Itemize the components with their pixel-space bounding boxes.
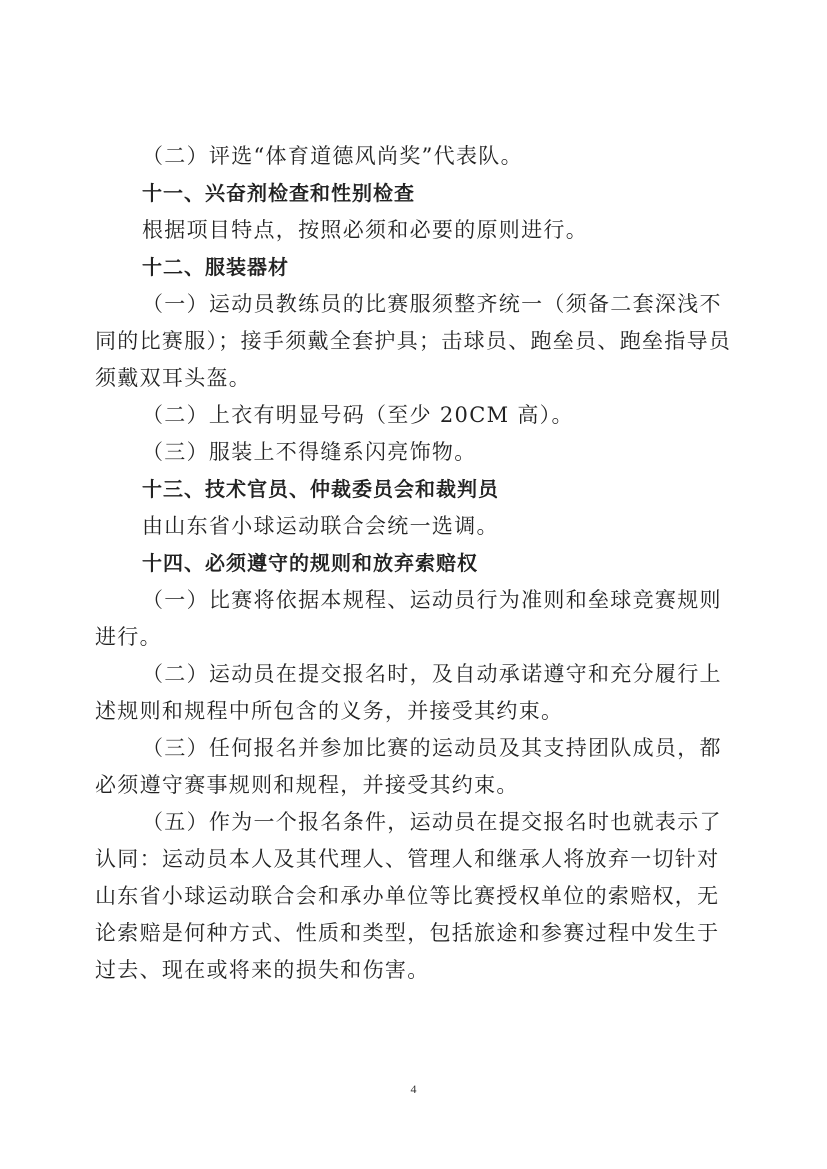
body-line: 山东省小球运动联合会和承办单位等比赛授权单位的索赔权，无 — [95, 884, 720, 908]
section-heading: 十二、服装器材 — [142, 255, 289, 279]
body-line: 由山东省小球运动联合会统一选调。 — [142, 514, 499, 538]
body-line: （三）任何报名并参加比赛的运动员及其支持团队成员，都 — [142, 736, 722, 760]
body-line: 论索赔是何种方式、性质和类型，包括旅途和参赛过程中发生于 — [95, 921, 720, 945]
section-heading: 十一、兴奋剂检查和性别检查 — [142, 181, 415, 205]
body-line: 认同：运动员本人及其代理人、管理人和继承人将放弃一切针对 — [95, 847, 720, 871]
section-heading: 十四、必须遵守的规则和放弃索赔权 — [142, 551, 478, 575]
body-line: （二）评选“体育道德风尚奖”代表队。 — [142, 144, 523, 168]
body-line: 过去、现在或将来的损失和伤害。 — [95, 958, 430, 982]
body-line: （一）比赛将依据本规程、运动员行为准则和垒球竞赛规则 — [142, 588, 722, 612]
body-line: 根据项目特点，按照必须和必要的原则进行。 — [142, 218, 588, 242]
page-number: 4 — [410, 1082, 417, 1096]
body-line: （二）上衣有明显号码（至少 20CM 高）。 — [142, 403, 574, 427]
document-body — [95, 138, 735, 989]
body-line: （三）服装上不得缝系闪亮饰物。 — [142, 440, 477, 464]
section-heading: 十三、技术官员、仲裁委员会和裁判员 — [142, 477, 499, 501]
body-line: 述规则和规程中所包含的义务，并接受其约束。 — [95, 699, 564, 723]
body-line: 须戴双耳头盔。 — [95, 366, 252, 390]
body-line: （二）运动员在提交报名时，及自动承诺遵守和充分履行上 — [142, 662, 722, 686]
body-line: 进行。 — [95, 625, 162, 649]
body-line: （五）作为一个报名条件，运动员在提交报名时也就表示了 — [142, 810, 722, 834]
body-line: （一）运动员教练员的比赛服须整齐统一（须备二套深浅不 — [142, 292, 722, 316]
body-line: 同的比赛服）；接手须戴全套护具；击球员、跑垒员、跑垒指导员 — [95, 329, 732, 353]
body-line: 必须遵守赛事规则和规程，并接受其约束。 — [95, 773, 519, 797]
